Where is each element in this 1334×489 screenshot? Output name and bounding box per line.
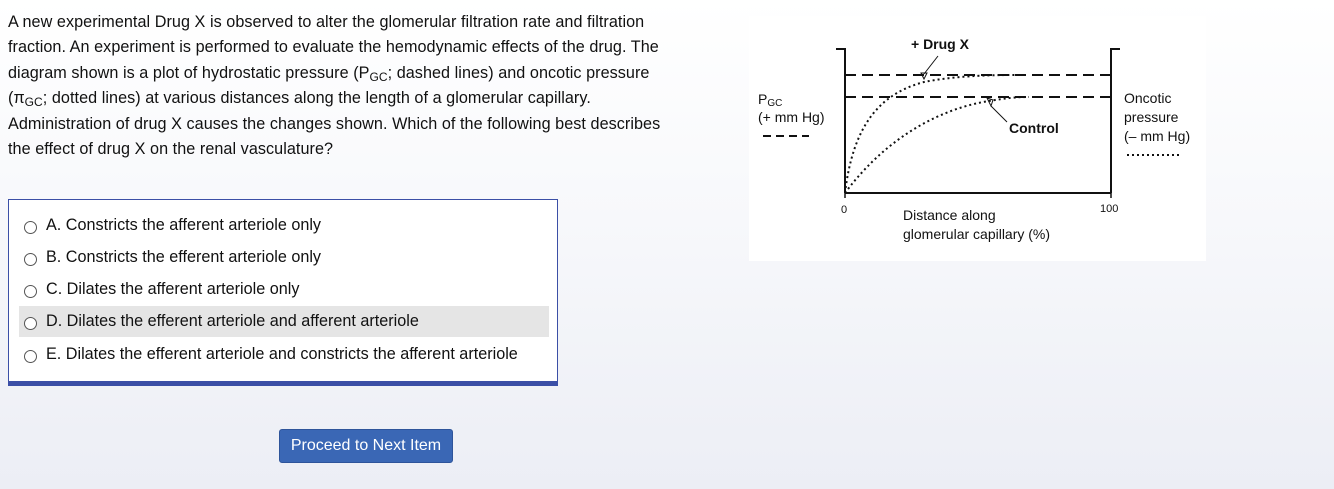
subscript-gc: GC	[24, 95, 43, 110]
question-line: Administration of drug X causes the changes shown. Which of the following best describes	[8, 114, 661, 133]
question-line: the effect of drug X on the renal vasculature?	[8, 140, 334, 159]
x-tick-label-0: 0	[841, 204, 848, 216]
left-axis-label: PGC	[758, 91, 783, 109]
question-text: ; dotted lines) at various distances along the length of a glomerular capillary.	[42, 89, 591, 108]
choice-label: A. Constricts the afferent arteriole only	[46, 216, 322, 234]
question-stem	[8, 10, 708, 162]
radio-button[interactable]	[24, 221, 37, 234]
question-text: (π	[8, 89, 25, 108]
question-line	[8, 61, 708, 86]
right-axis-label-1: Oncotic	[1124, 90, 1172, 106]
choice-c[interactable]	[19, 274, 549, 305]
x-tick-label-100: 100	[1100, 203, 1119, 215]
right-axis-label-2: pressure	[1124, 109, 1179, 125]
question-text: diagram shown is a plot of hydrostatic pressure (P	[8, 63, 370, 82]
choice-label: E. Dilates the efferent arteriole and constricts the afferent arteriole	[46, 345, 518, 363]
choice-d[interactable]	[19, 306, 549, 337]
x-axis-label-1: Distance along	[903, 207, 996, 223]
question-line: A new experimental Drug X is observed to alter the glomerular filtration rate and filtration	[8, 13, 645, 31]
question-text: ; dashed lines) and oncotic pressure	[387, 63, 650, 82]
choice-label: C. Dilates the afferent arteriole only	[46, 280, 300, 298]
left-axis-unit: (+ mm Hg)	[758, 109, 825, 125]
pressure-diagram	[749, 16, 1206, 261]
right-axis-label-3: (– mm Hg)	[1124, 128, 1191, 144]
radio-button[interactable]	[24, 317, 37, 330]
x-axis-label-2: glomerular capillary (%)	[903, 226, 1051, 242]
drug-x-label: + Drug X	[911, 36, 969, 52]
choice-label: D. Dilates the efferent arteriole and afferent arteriole	[46, 312, 419, 330]
radio-button[interactable]	[24, 285, 37, 298]
choice-b[interactable]	[19, 242, 549, 273]
proceed-next-button[interactable]: Proceed to Next Item	[279, 429, 453, 463]
radio-button[interactable]	[24, 253, 37, 266]
choice-e[interactable]	[19, 339, 549, 370]
control-label: Control	[1009, 120, 1059, 136]
subscript-gc: GC	[369, 69, 388, 84]
question-line	[8, 86, 708, 111]
radio-button[interactable]	[24, 350, 37, 363]
choice-label: B. Constricts the efferent arteriole only	[46, 248, 322, 266]
question-line: fraction. An experiment is performed to evaluate the hemodynamic effects of the drug. The	[8, 38, 659, 57]
answer-choices	[8, 199, 558, 386]
choice-a[interactable]	[19, 210, 549, 241]
